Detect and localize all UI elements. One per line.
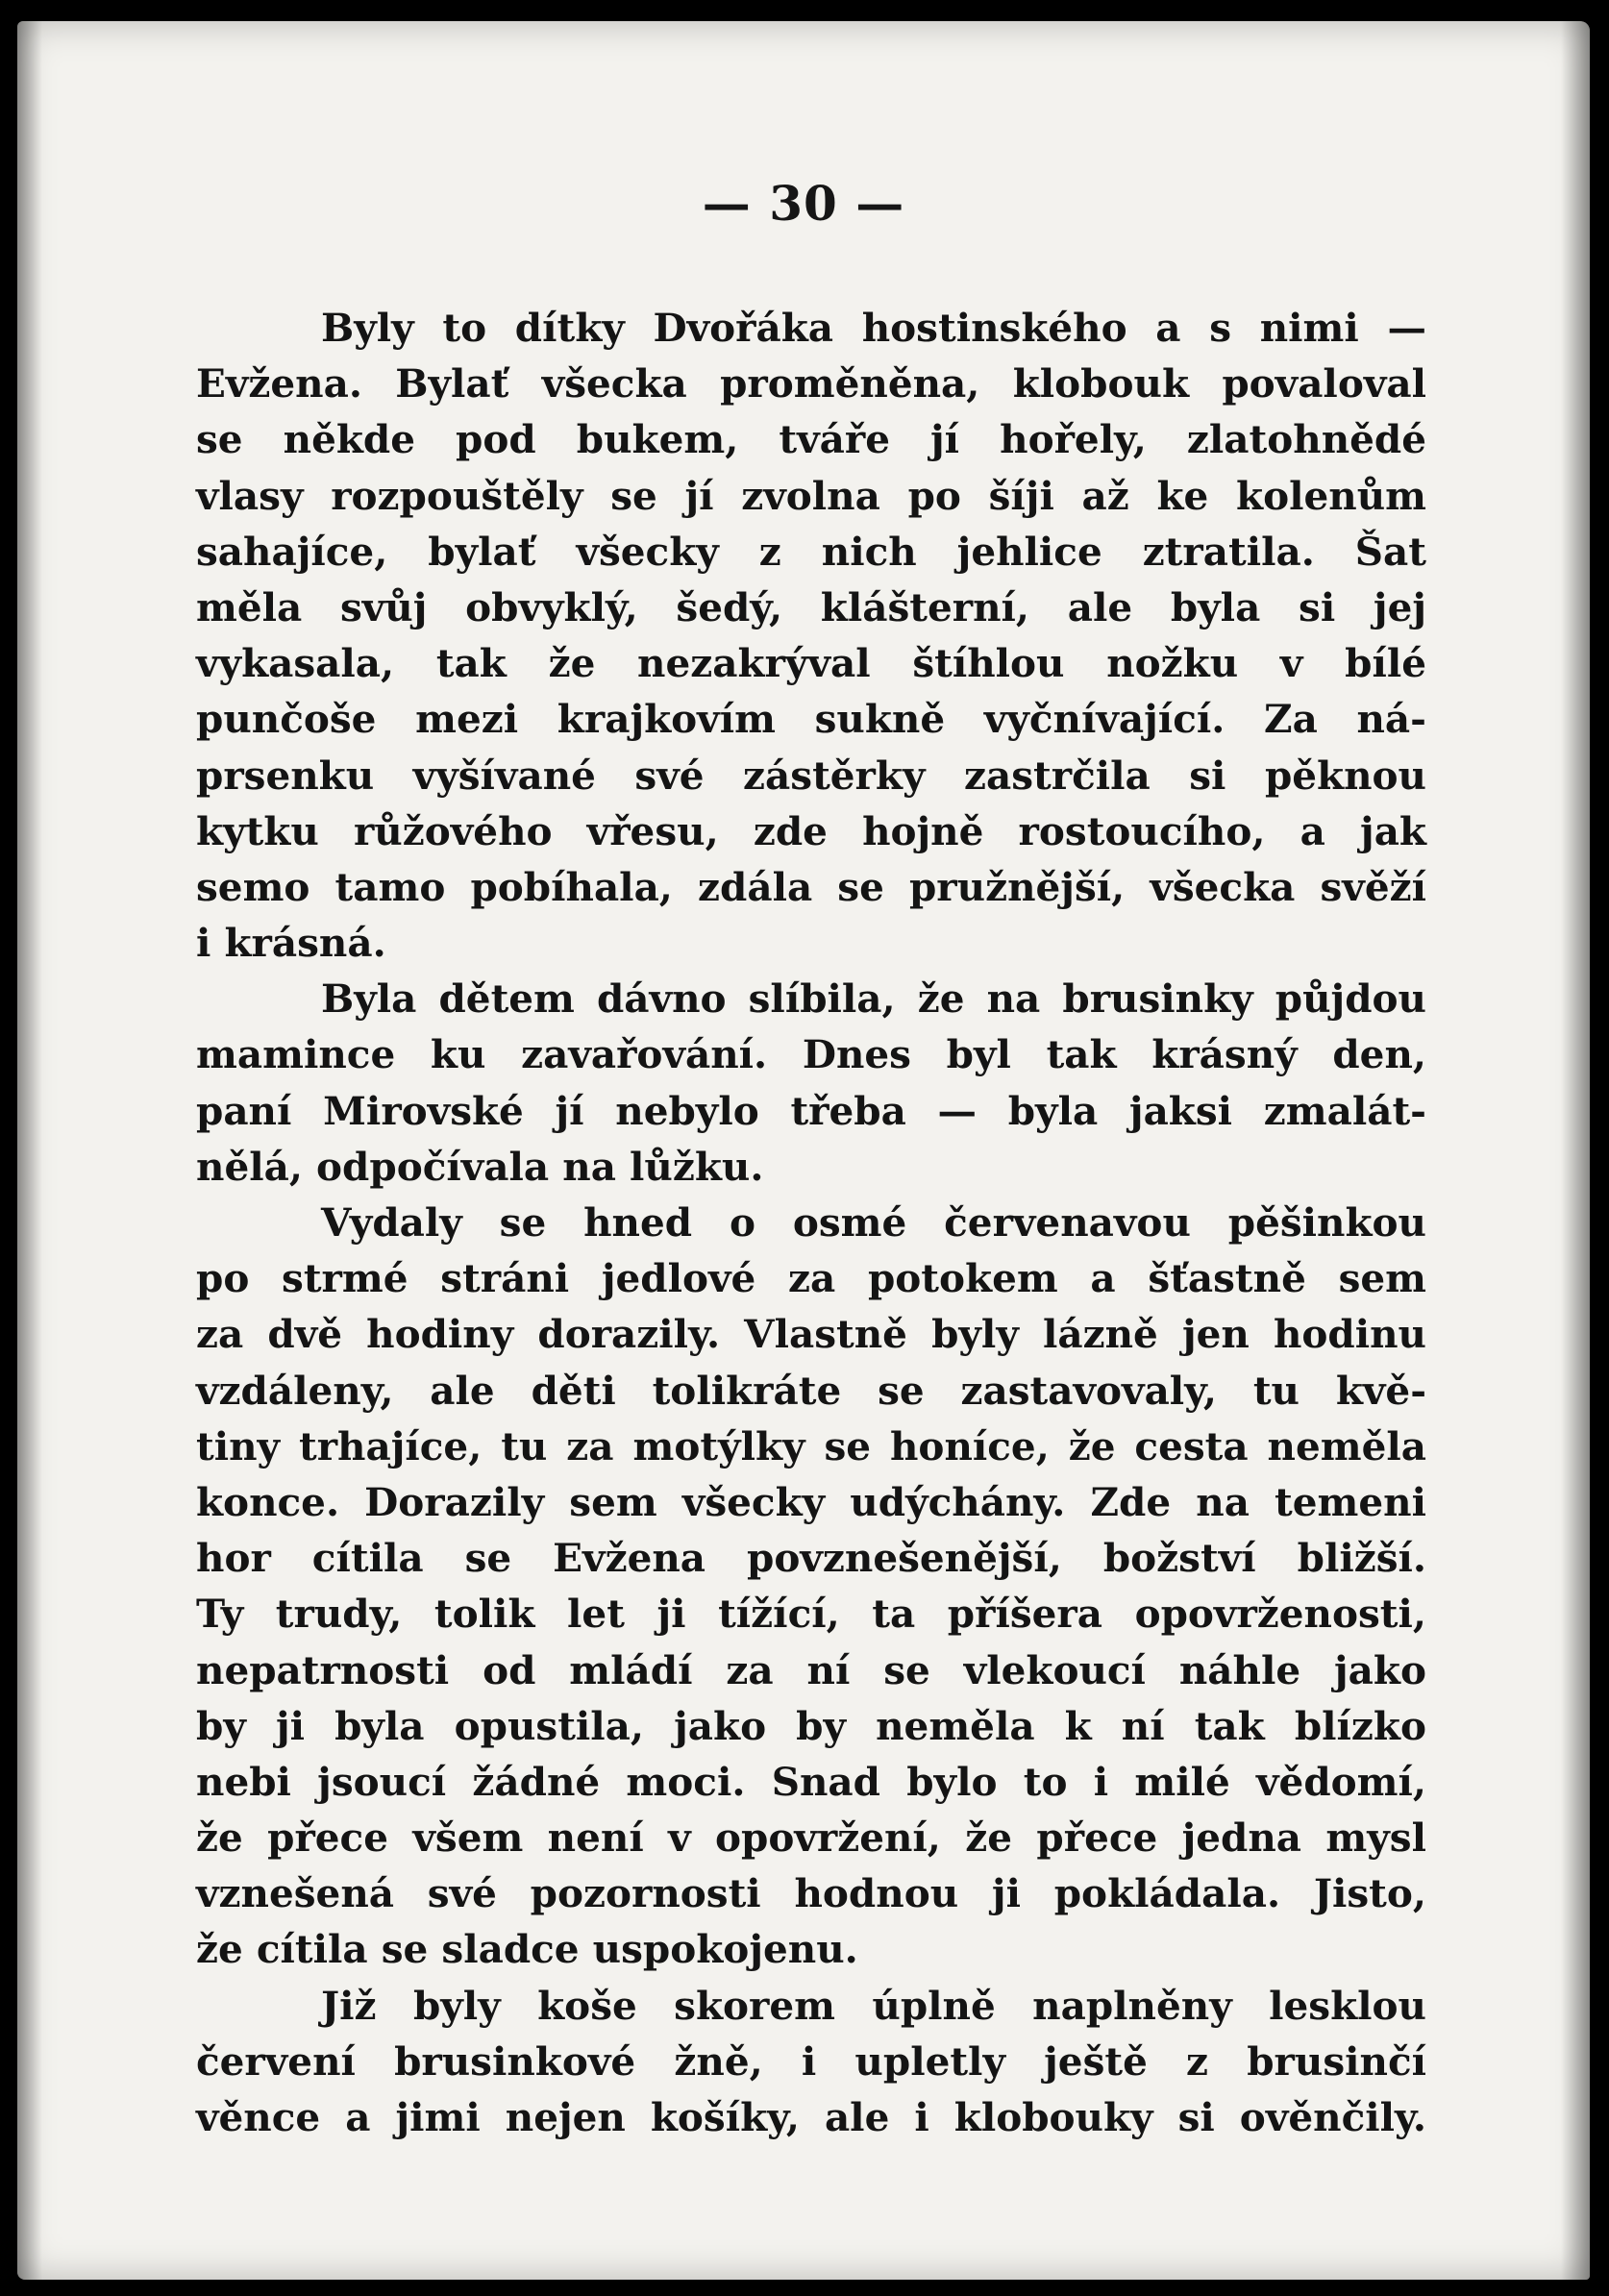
text-line: Vydaly se hned o osmé červenavou pěšinkou <box>321 1199 1426 1246</box>
page-edge-shadow-left <box>17 21 42 2280</box>
text-line: Již byly koše skorem úplně naplněny lesklou <box>321 1982 1426 2029</box>
text-line: by ji byla opustila, jako by neměla k ní tak blízko <box>196 1702 1426 1749</box>
text-line: paní Mirovské jí nebylo třeba — byla jaksi zmalát- <box>196 1087 1426 1134</box>
text-line: měla svůj obvyklý, šedý, klášterní, ale byla si jej <box>196 583 1426 630</box>
text-line: kytku růžového vřesu, zde hojně rostoucího, a jak <box>196 807 1426 854</box>
text-line: Evžena. Bylať všecka proměněna, klobouk povaloval <box>196 360 1426 407</box>
text-line: po strmé stráni jedlové za potokem a šťastně sem <box>196 1255 1426 1302</box>
text-line: vzdáleny, ale děti tolikráte se zastavovaly, tu kvě- <box>196 1367 1426 1414</box>
text-line: se někde pod bukem, tváře jí hořely, zlatohnědé <box>196 416 1426 463</box>
text-line: punčoše mezi krajkovím sukně vyčnívající. Za ná- <box>196 696 1426 743</box>
text-line: věnce a jimi nejen košíky, ale i klobouky si ověnčily. <box>196 2094 1426 2140</box>
text-line: mamince ku zavařování. Dnes byl tak krásný den, <box>196 1031 1426 1078</box>
text-line: že cítila se sladce uspokojenu. <box>196 1926 858 1973</box>
text-line: semo tamo pobíhala, zdála se pružnější, všecka svěží <box>196 863 1426 910</box>
page-edge-shadow-right <box>1561 21 1590 2280</box>
text-line: hor cítila se Evžena povznešenější, božství bližší. <box>196 1535 1426 1582</box>
text-line: tiny trhajíce, tu za motýlky se honíce, že cesta neměla <box>196 1422 1426 1469</box>
text-line: vlasy rozpouštěly se jí zvolna po šíji až ke kolenům <box>196 472 1426 519</box>
text-line: Byly to dítky Dvořáka hostinského a s nimi — <box>321 305 1426 351</box>
text-line: za dvě hodiny dorazily. Vlastně byly lázně jen hodinu <box>196 1311 1426 1358</box>
text-line: konce. Dorazily sem všecky udýchány. Zde na temeni <box>196 1478 1426 1525</box>
text-line: prsenku vyšívané své zástěrky zastrčila si pěknou <box>196 752 1426 799</box>
text-line: vykasala, tak že nezakrýval štíhlou nožku v bílé <box>196 640 1426 687</box>
text-line: vznešená své pozornosti hodnou ji pokládala. Jisto, <box>196 1870 1426 1917</box>
book-page <box>17 21 1590 2280</box>
text-line: sahajíce, bylať všecky z nich jehlice ztratila. Šat <box>196 528 1426 575</box>
text-line: nebi jsoucí žádné moci. Snad bylo to i milé vědomí, <box>196 1758 1426 1805</box>
text-line: Ty trudy, tolik let ji tížící, ta příšera opovrženosti, <box>196 1591 1426 1638</box>
text-line: nělá, odpočívala na lůžku. <box>196 1143 764 1190</box>
text-line: Byla dětem dávno slíbila, že na brusinky půjdou <box>321 975 1426 1023</box>
body-text <box>196 300 1426 2145</box>
page-number: — 30 — <box>702 175 905 232</box>
text-line: že přece všem není v opovržení, že přece jedna mysl <box>196 1815 1426 1862</box>
text-line: i krásná. <box>196 920 386 967</box>
text-line: červení brusinkové žně, i upletly ještě z brusinčí <box>196 2037 1426 2085</box>
text-line: nepatrnosti od mládí za ní se vlekoucí náhle jako <box>196 1646 1426 1693</box>
